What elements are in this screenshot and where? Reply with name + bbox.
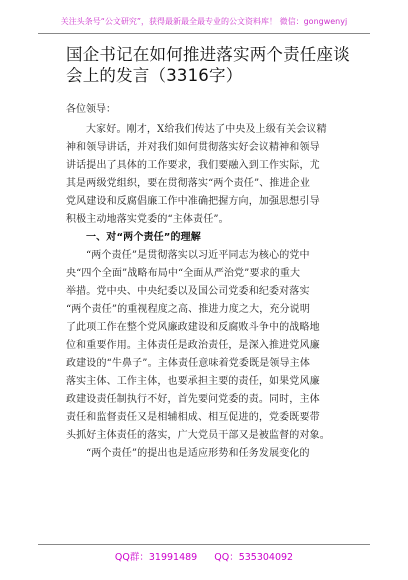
body-line: 大家好。刚才，X给我们传达了中央及上级有关会议精 — [86, 124, 327, 135]
body-line: 政建设责任制执行不好，首先要问党委的责。同时，主体 — [66, 394, 320, 405]
body-line: 党风建设和反腐倡廉工作中准确把握方向，加强思想引导 — [66, 196, 320, 207]
body-line: 其是两级党组织，要在贯彻落实“两个责任”、推进企业 — [66, 178, 310, 189]
body-line: 位和重要作用。主体责任是政治责任，是深入推进党风廉 — [66, 340, 320, 351]
document-title: 国企书记在如何推进落实两个责任座谈会上的发言（3316字） — [66, 45, 350, 85]
body-line: “两个责任”的重视程度之高、推进力度之大，充分说明 — [66, 304, 310, 315]
body-line: “两个责任”是贯彻落实以习近平同志为核心的党中 — [86, 250, 310, 261]
body-line: 神和领导讲话，并对我们如何贯彻落实好会议精神和领导 — [66, 142, 320, 153]
document-body — [66, 121, 358, 463]
body-line: 了此项工作在整个党风廉政建设和反腐败斗争中的战略地 — [66, 322, 320, 333]
body-line: 落实主体、工作主体，也要承担主要的责任，如果党风廉 — [66, 376, 320, 387]
section-heading: 一、对“两个责任”的理解 — [86, 232, 201, 243]
body-line: 责任和监督责任又是相辅相成、相互促进的，党委既要带 — [66, 412, 320, 423]
body-line: 央“四个全面”战略布局中“全面从严治党”要求的重大 — [66, 268, 301, 279]
body-line: 积极主动地落实党委的“主体责任”。 — [66, 214, 229, 225]
body-line: 头抓好主体责任的落实，广大党员干部又是被监督的对象。 — [66, 430, 330, 441]
salutation: 各位领导： — [66, 104, 116, 115]
promo-banner: 关注头条号“公文研究”，获得最新最全最专业的公文资料库！ 微信：gongwenyj — [60, 17, 348, 26]
body-line: 讲话提出了具体的工作要求，我们要融入到工作实际，尤 — [66, 160, 320, 171]
footer-contacts: QQ群：31991489 QQ：535304092 — [114, 552, 294, 563]
footer-divider — [38, 544, 370, 545]
header-divider — [38, 33, 370, 34]
body-line: 举措。党中央、中央纪委以及国公司党委和纪委对落实 — [66, 286, 310, 297]
body-line: “两个责任”的提出也是适应形势和任务发展变化的 — [86, 448, 310, 459]
body-line: 政建设的“牛鼻子”。主体责任意味着党委既是领导主体 — [66, 358, 310, 369]
